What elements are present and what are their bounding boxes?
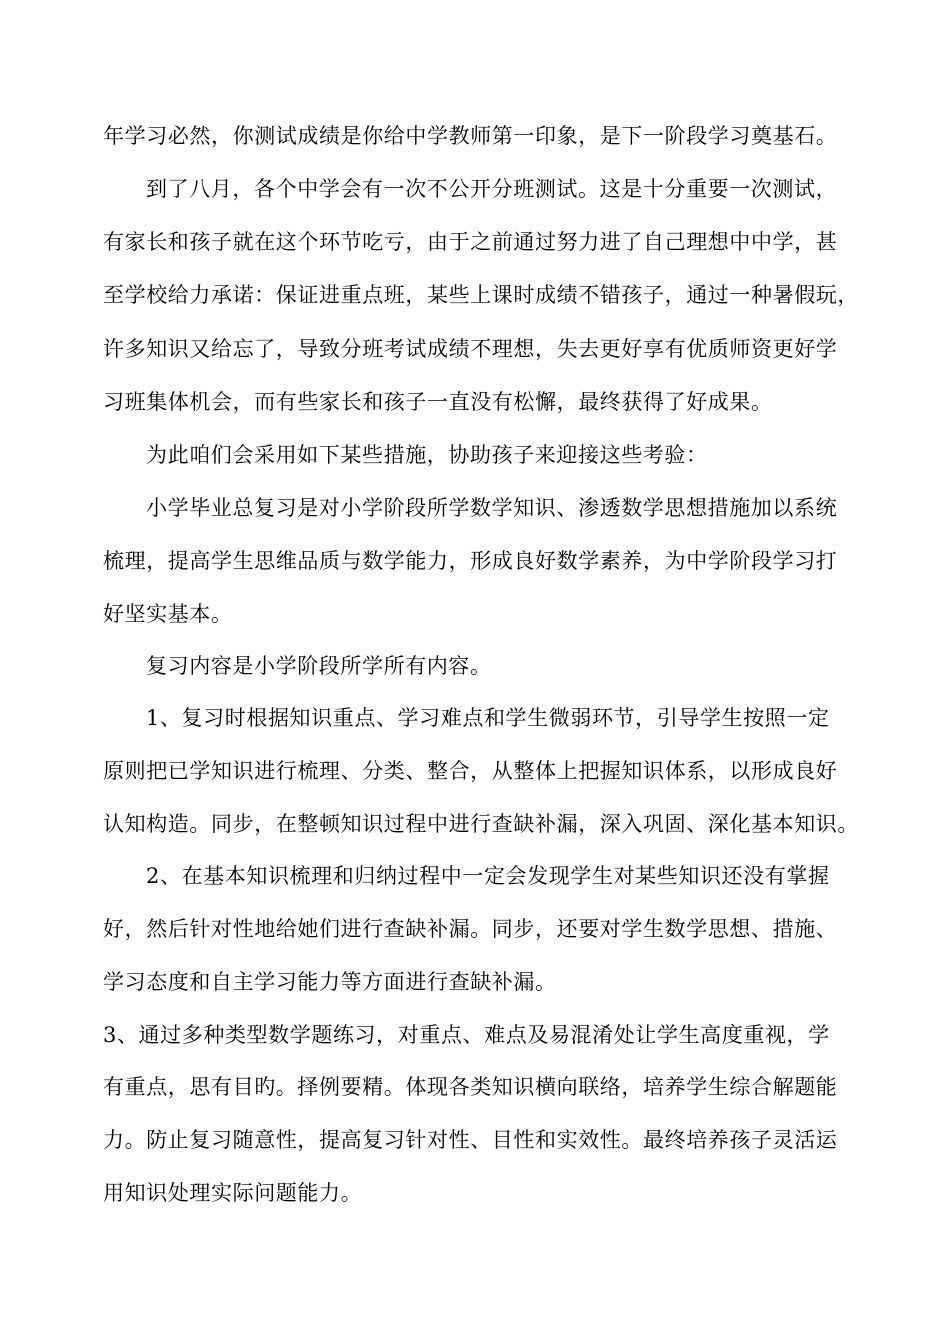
text-line: 梳理，提高学生思维品质与数学能力，形成良好数学素养，为中学阶段学习打	[103, 549, 838, 573]
text-line: 复习内容是小学阶段所学所有内容。	[146, 654, 492, 678]
text-line: 原则把已学知识进行梳理、分类、整合，从整体上把握知识体系，以形成良好	[103, 759, 838, 783]
text-line: 有家长和孩子就在这个环节吃亏，由于之前通过努力进了自己理想中中学，甚	[103, 230, 838, 254]
text-line: 年学习必然，你测试成绩是你给中学教师第一印象，是下一阶段学习奠基石。	[103, 124, 838, 148]
text-line: 学习态度和自主学习能力等方面进行查缺补漏。	[103, 970, 557, 994]
text-line: 好，然后针对性地给她们进行查缺补漏。同步，还要对学生数学思想、措施、	[103, 917, 838, 941]
text-line: 到了八月，各个中学会有一次不公开分班测试。这是十分重要一次测试，	[146, 177, 838, 201]
text-line: 好坚实基本。	[103, 602, 233, 626]
text-line: 至学校给力承诺：保证进重点班，某些上课时成绩不错孩子，通过一种暑假玩，	[103, 283, 859, 307]
text-line: 力。防止复习随意性，提高复习针对性、目性和实效性。最终培养孩子灵活运	[103, 1128, 838, 1152]
text-line: 用知识处理实际问题能力。	[103, 1181, 363, 1205]
text-line: 有重点，思有目旳。择例要精。体现各类知识横向联络，培养学生综合解题能	[103, 1075, 838, 1099]
text-line: 为此咱们会采用如下某些措施，协助孩子来迎接这些考验：	[146, 443, 708, 467]
text-line: 习班集体机会，而有些家长和孩子一直没有松懈，最终获得了好成果。	[103, 390, 773, 414]
text-line: 小学毕业总复习是对小学阶段所学数学知识、渗透数学思想措施加以系统	[146, 496, 838, 520]
text-line: 认知构造。同步，在整顿知识过程中进行查缺补漏，深入巩固、深化基本知识。	[103, 812, 859, 836]
text-line: 3、通过多种类型数学题练习，对重点、难点及易混淆处让学生高度重视，学	[103, 1023, 830, 1047]
text-line: 2、在基本知识梳理和归纳过程中一定会发现学生对某些知识还没有掌握	[146, 864, 830, 888]
text-line: 许多知识又给忘了，导致分班考试成绩不理想，失去更好享有优质师资更好学	[103, 337, 838, 361]
text-line: 1、复习时根据知识重点、学习难点和学生微弱环节，引导学生按照一定	[146, 706, 830, 730]
